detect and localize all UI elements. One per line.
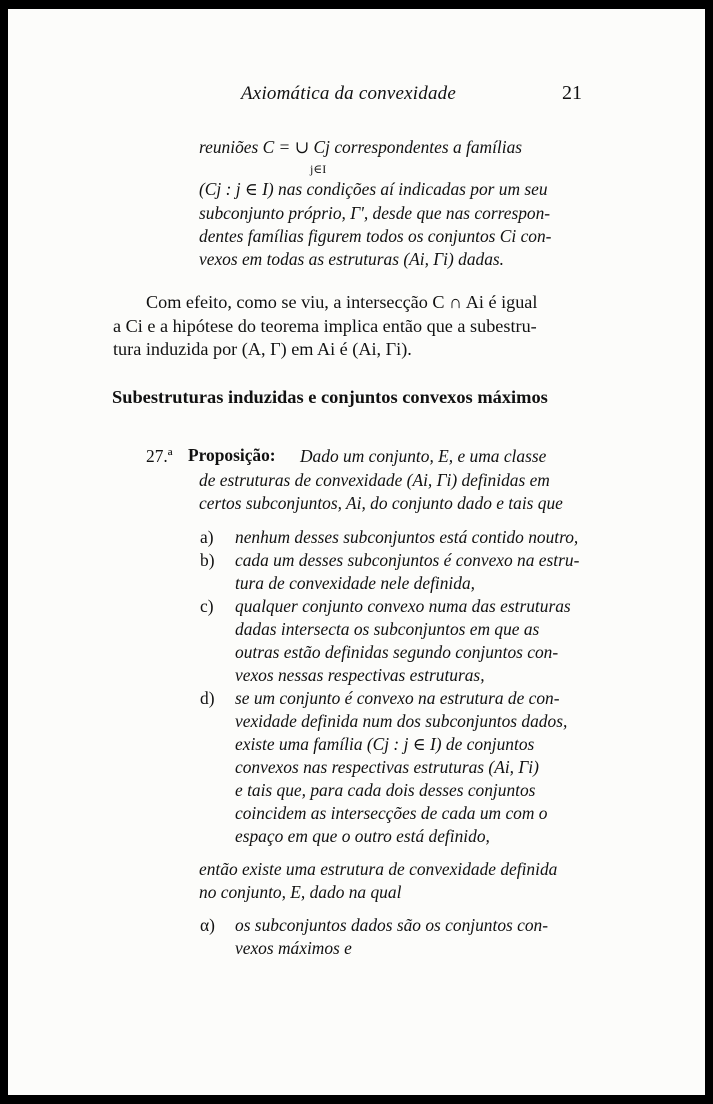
preamble-line: subconjunto próprio, Γ', desde que nas correspon- — [199, 203, 551, 223]
proposition-label: Proposição: — [188, 445, 276, 465]
item-d-line: existe uma família (Cj : j ∈ I) de conjuntos — [235, 734, 535, 754]
conclusion-line: então existe uma estrutura de convexidade definida — [199, 859, 558, 879]
preamble-line: (Cj : j ∈ I) nas condições aí indicadas por um seu — [199, 179, 548, 199]
item-c-line: vexos nessas respectivas estruturas, — [235, 665, 485, 685]
document-page — [8, 9, 705, 1095]
item-marker-a: a) — [200, 527, 214, 547]
item-marker-c: c) — [200, 596, 214, 616]
preamble-line: dentes famílias figurem todos os conjuntos Ci con- — [199, 226, 552, 246]
preamble-line: vexos em todas as estruturas (Ai, Γi) dadas. — [199, 249, 505, 269]
item-b-line: cada um desses subconjuntos é convexo na estru- — [235, 550, 580, 570]
item-marker-alpha: α) — [200, 915, 215, 935]
conclusion-line: no conjunto, E, dado na qual — [199, 882, 402, 902]
item-d-line: e tais que, para cada dois desses conjuntos — [235, 780, 536, 800]
paragraph-line: Com efeito, como se viu, a intersecção C ∩ Ai é igual — [146, 292, 538, 312]
item-d-line: convexos nas respectivas estruturas (Ai, Γi) — [235, 757, 539, 777]
item-d-line: coincidem as intersecções de cada um com o — [235, 803, 548, 823]
paragraph-line: tura induzida por (A, Γ) em Ai é (Ai, Γi). — [113, 339, 412, 359]
proposition-intro-line: Dado um conjunto, E, e uma classe — [300, 446, 547, 466]
item-d-line: espaço em que o outro está definido, — [235, 826, 490, 846]
proposition-number: 27.ª — [146, 446, 173, 466]
item-c-line: qualquer conjunto convexo numa das estruturas — [235, 596, 571, 616]
item-a-line: nenhum desses subconjuntos está contido noutro, — [235, 527, 579, 547]
proposition-intro-line: de estruturas de convexidade (Ai, Γi) definidas em — [199, 470, 550, 490]
item-c-line: outras estão definidas segundo conjuntos con- — [235, 642, 559, 662]
paragraph-line: a Ci e a hipótese do teorema implica então que a subestru- — [113, 316, 537, 336]
item-c-line: dadas intersecta os subconjuntos em que as — [235, 619, 540, 639]
item-marker-d: d) — [200, 688, 215, 708]
proposition-intro-line: certos subconjuntos, Ai, do conjunto dado e tais que — [199, 493, 563, 513]
item-b-line: tura de convexidade nele definida, — [235, 573, 476, 593]
item-d-line: vexidade definida num dos subconjuntos dados, — [235, 711, 568, 731]
item-alpha-line: os subconjuntos dados são os conjuntos con- — [235, 915, 549, 935]
page-number: 21 — [562, 82, 582, 104]
section-heading: Subestruturas induzidas e conjuntos convexos máximos — [112, 387, 548, 407]
running-header-title: Axiomática da convexidade — [241, 83, 456, 104]
item-marker-b: b) — [200, 550, 215, 570]
preamble-line: reuniões C = ∪ Cj correspondentes a famílias — [199, 137, 523, 157]
union-index: j∈I — [310, 162, 327, 176]
item-alpha-line: vexos máximos e — [235, 938, 352, 958]
item-d-line: se um conjunto é convexo na estrutura de con- — [235, 688, 560, 708]
